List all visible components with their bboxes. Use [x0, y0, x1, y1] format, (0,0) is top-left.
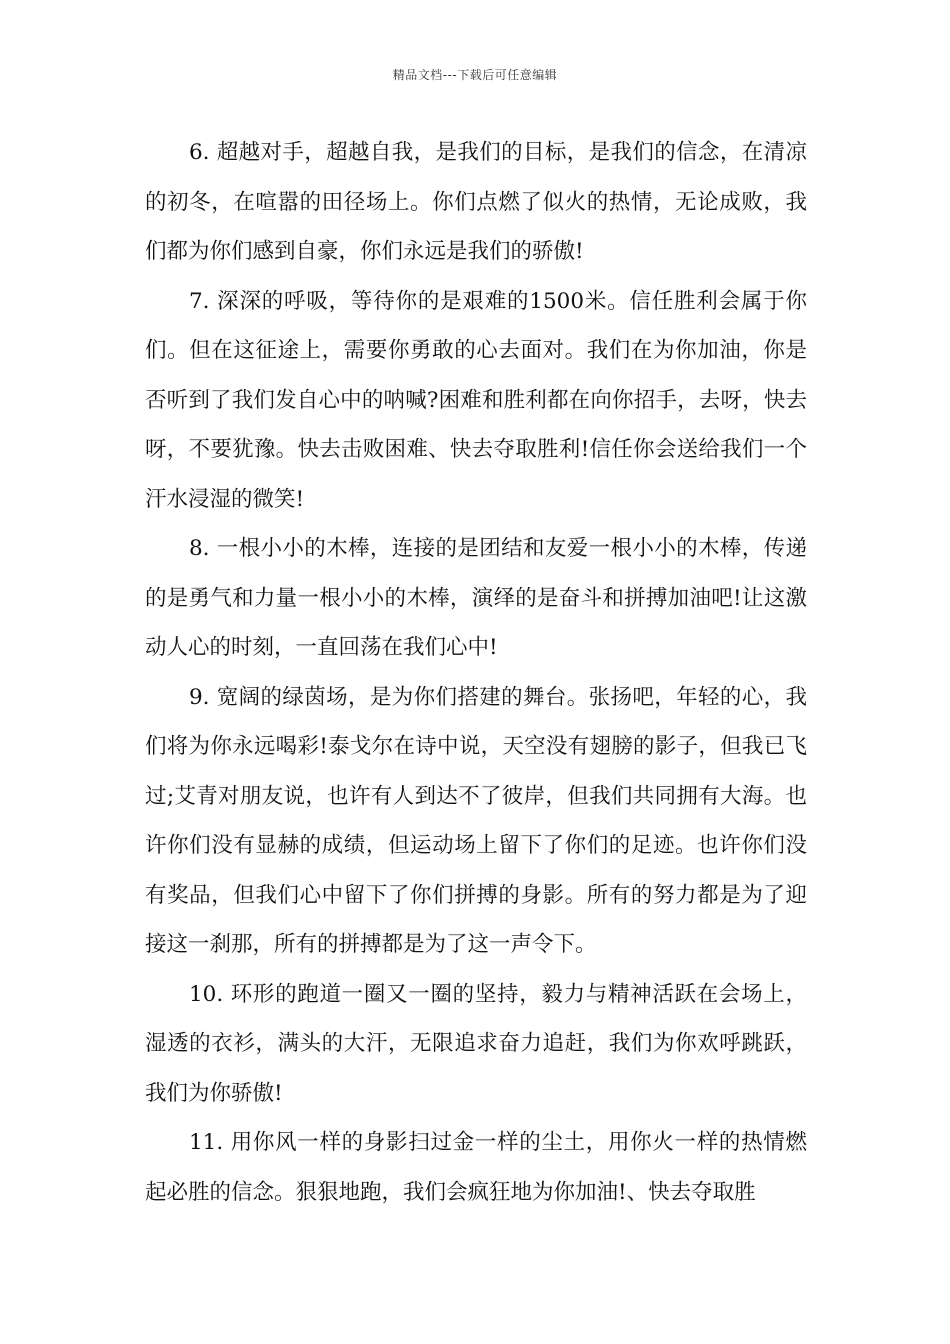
- document-body: [145, 128, 807, 1217]
- paragraph-9: 9. 宽阔的绿茵场，是为你们搭建的舞台。张扬吧，年轻的心，我们将为你永远喝彩!泰戈尔在诗中说，天空没有翅膀的影子，但我已飞过;艾青对朋友说，也许有人到达不了彼岸，但我们共同拥有大海。也许你们没有显赫的成绩，但运动场上留下了你们的足迹。也许你们没有奖品，但我们心中留下了你们拼搏的身影。所有的努力都是为了迎接这一刹那，所有的拼搏都是为了这一声令下。: [145, 684, 807, 957]
- paragraph-6: 6. 超越对手，超越自我，是我们的目标，是我们的信念，在清凉的初冬，在喧嚣的田径场上。你们点燃了似火的热情，无论成败，我们都为你们感到自豪，你们永远是我们的骄傲!: [145, 140, 807, 264]
- paragraph-8: 8. 一根小小的木棒，连接的是团结和友爱一根小小的木棒，传递的是勇气和力量一根小小的木棒，演绎的是奋斗和拼搏加油吧!让这激动人心的时刻，一直回荡在我们心中!: [145, 536, 807, 660]
- paragraph-10: 10. 环形的跑道一圈又一圈的坚持，毅力与精神活跃在会场上，湿透的衣衫，满头的大汗，无限追求奋力追赶，我们为你欢呼跳跃，我们为你骄傲!: [145, 981, 807, 1106]
- paragraph-7: 7. 深深的呼吸，等待你的是艰难的1500米。信任胜利会属于你们。但在这征途上，需要你勇敢的心去面对。我们在为你加油，你是否听到了我们发自心中的呐喊?困难和胜利都在向你招手，去呀，快去呀，不要犹豫。快去击败困难、快去夺取胜利!信任你会送给我们一个汗水浸湿的微笑!: [145, 288, 807, 512]
- page-header: 精品文档---下载后可任意编辑: [392, 68, 558, 82]
- paragraph-11: 11. 用你风一样的身影扫过金一样的尘土，用你火一样的热情燃起必胜的信念。狠狠地跑，我们会疯狂地为你加油!、快去夺取胜: [145, 1130, 807, 1205]
